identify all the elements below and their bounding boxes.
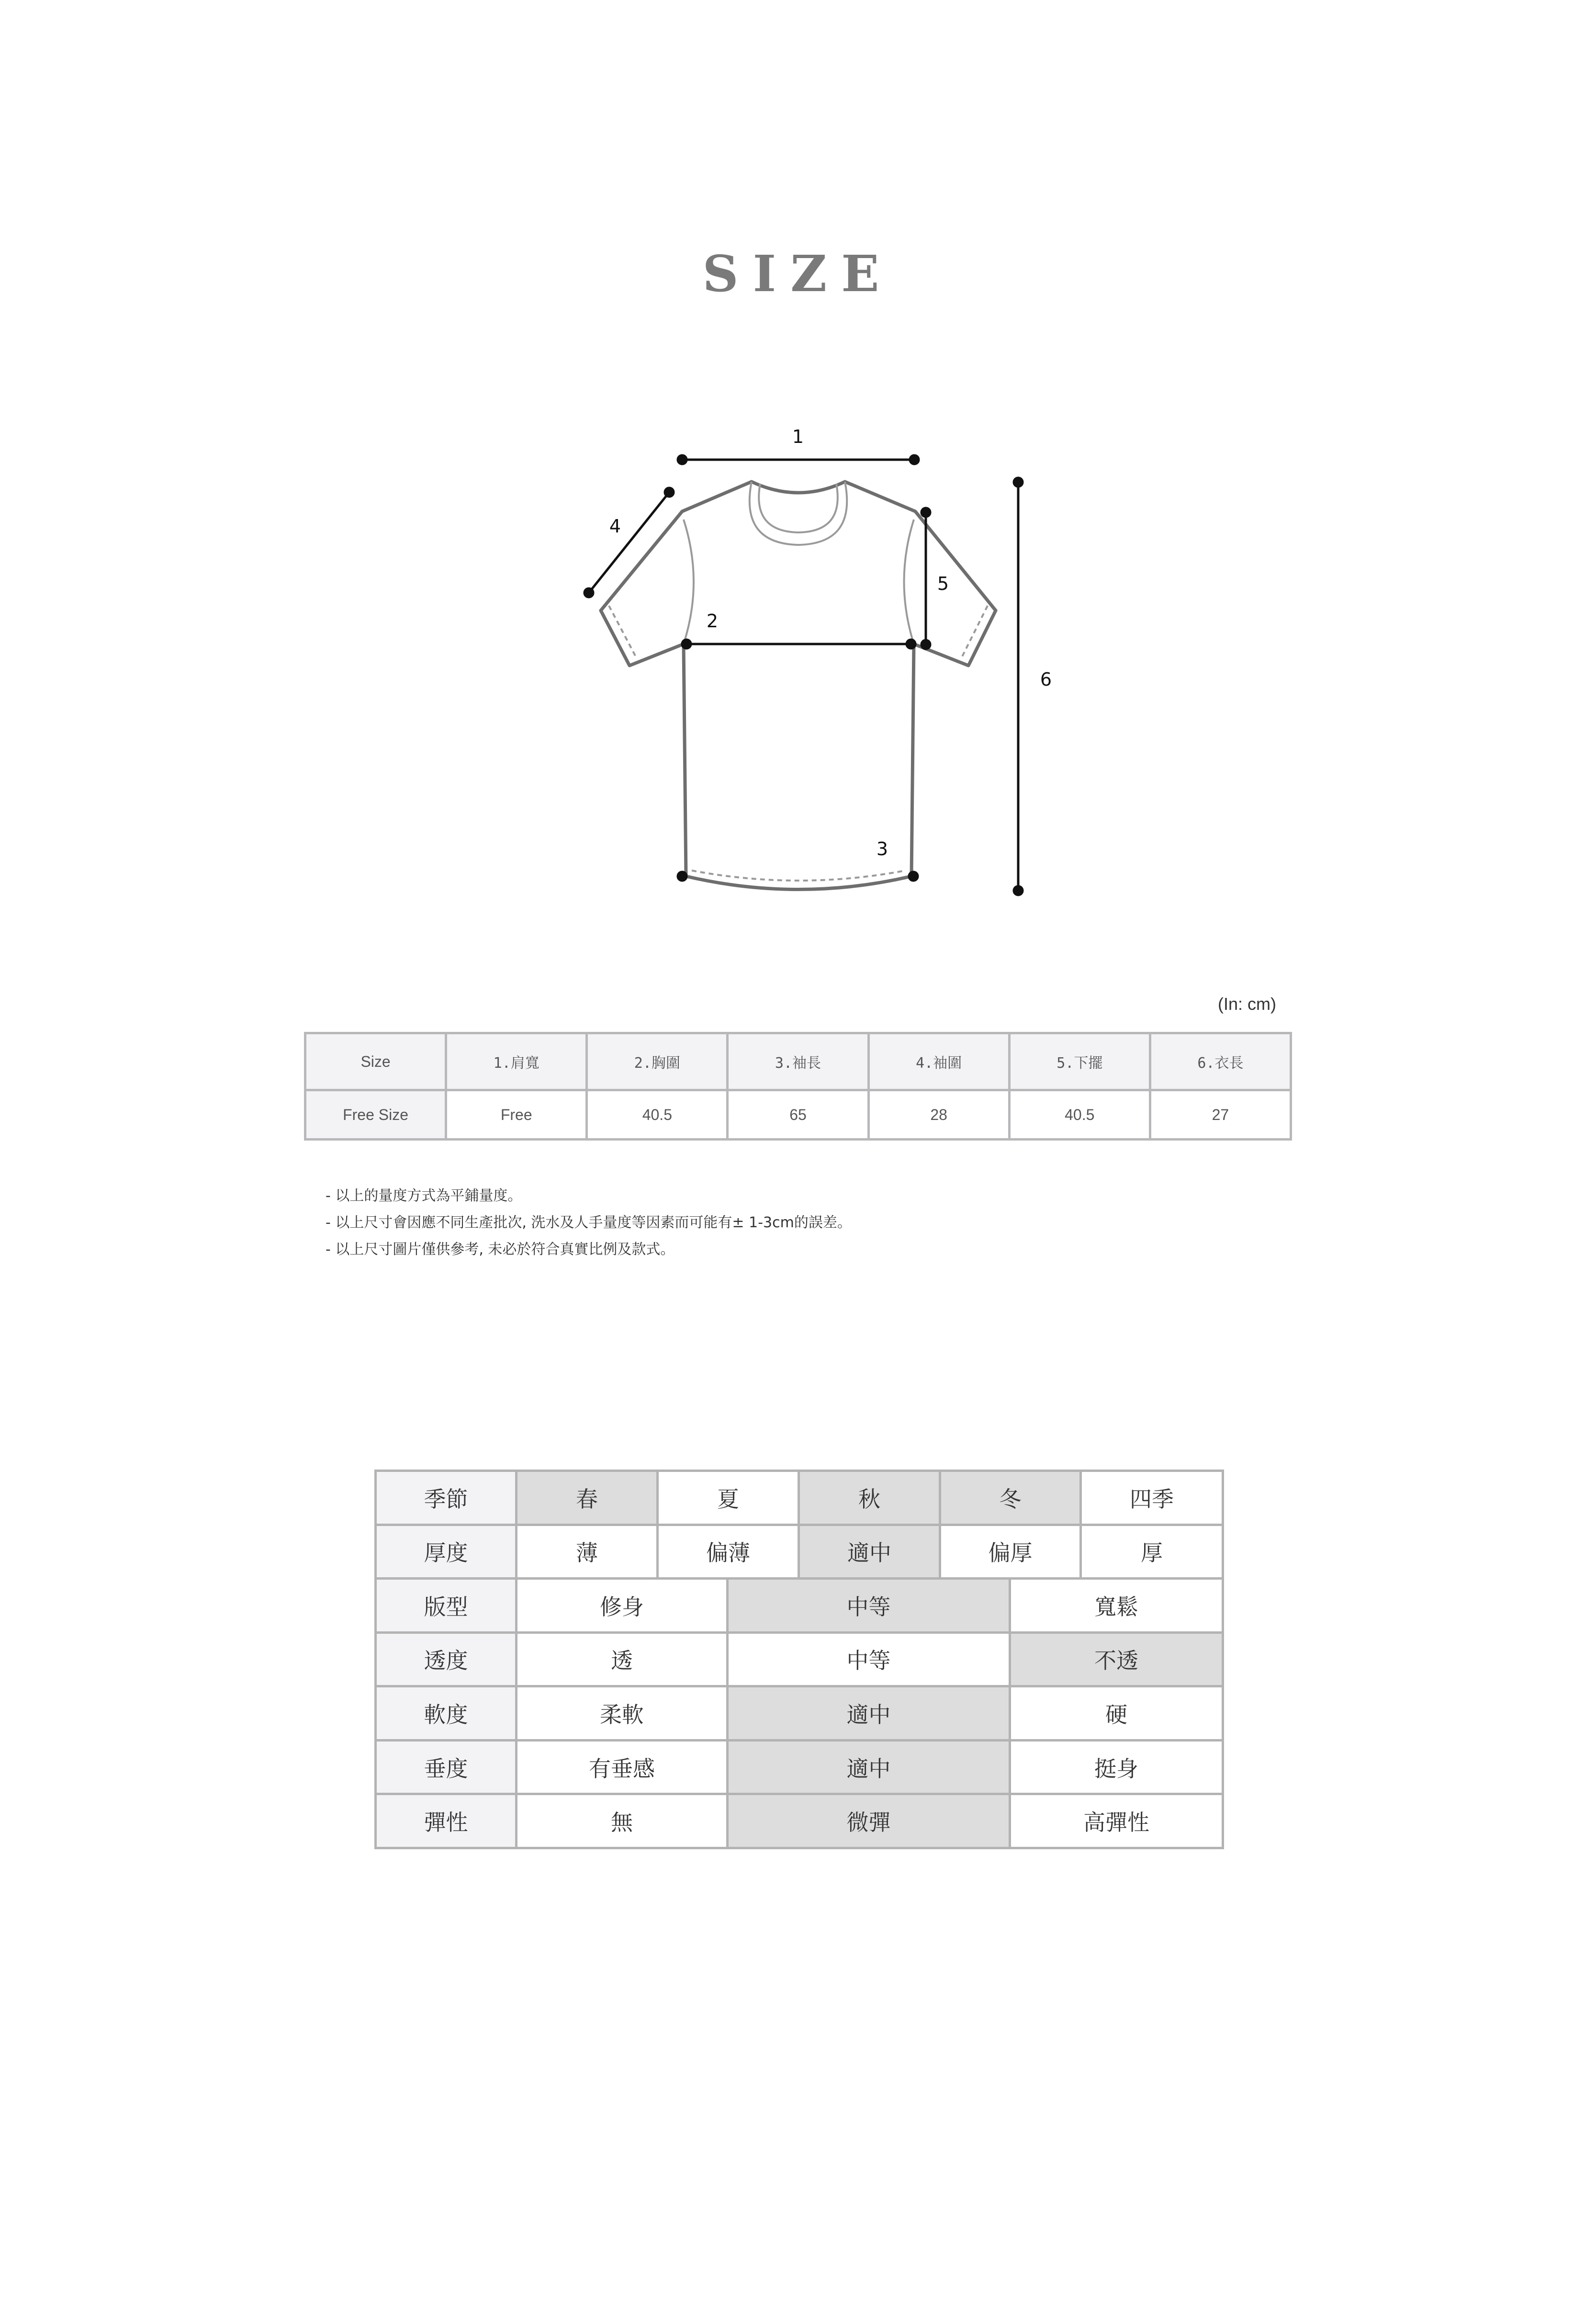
row-season xyxy=(376,1471,1223,1525)
fabric-properties-table xyxy=(374,1470,1224,1849)
value-sleeve-width: 28 xyxy=(868,1090,1009,1140)
tshirt-outline xyxy=(601,482,996,890)
note-3: - 以上尺寸圖片僅供參考, 未必於符合真實比例及款式。 xyxy=(326,1241,675,1258)
value-length: 27 xyxy=(1150,1090,1291,1140)
value-chest: 40.5 xyxy=(587,1090,728,1140)
size-table-header-row xyxy=(305,1033,1291,1090)
drape-structured: 挺身 xyxy=(1010,1740,1223,1794)
row-label-free-size: Free Size xyxy=(305,1090,446,1140)
unit-label: (In: cm) xyxy=(1218,994,1276,1014)
label-2: 2 xyxy=(706,611,719,632)
label-5: 5 xyxy=(937,573,949,594)
tshirt-inner-lines xyxy=(609,482,988,881)
note-1: - 以上的量度方式為平鋪量度。 xyxy=(326,1187,522,1204)
header-hem: 5.下擺 xyxy=(1009,1033,1150,1090)
elasticity-high: 高彈性 xyxy=(1010,1794,1223,1848)
page-title: SIZE xyxy=(702,244,894,303)
thickness-medium: 適中 xyxy=(799,1525,940,1579)
label-4: 4 xyxy=(609,516,621,537)
season-winter: 冬 xyxy=(940,1471,1081,1525)
season-summer: 夏 xyxy=(658,1471,799,1525)
fit-loose: 寬鬆 xyxy=(1010,1579,1223,1633)
value-hem: 40.5 xyxy=(1009,1090,1150,1140)
label-6: 6 xyxy=(1040,669,1052,690)
row-softness xyxy=(376,1686,1223,1741)
drape-flowy: 有垂感 xyxy=(517,1740,728,1794)
label-thickness: 厚度 xyxy=(376,1525,517,1579)
drape-medium: 適中 xyxy=(728,1740,1010,1794)
label-drape: 垂度 xyxy=(376,1740,517,1794)
thickness-slightly-thin: 偏薄 xyxy=(658,1525,799,1579)
value-sleeve-length: 65 xyxy=(728,1090,868,1140)
label-sheerness: 透度 xyxy=(376,1632,517,1686)
fit-slim: 修身 xyxy=(517,1579,728,1633)
header-size: Size xyxy=(305,1033,446,1090)
header-length: 6.衣長 xyxy=(1150,1033,1291,1090)
thickness-thin: 薄 xyxy=(517,1525,658,1579)
sheerness-medium: 中等 xyxy=(728,1632,1010,1686)
sheerness-sheer: 透 xyxy=(517,1632,728,1686)
value-shoulder: Free xyxy=(446,1090,587,1140)
header-sleeve-length: 3.袖長 xyxy=(728,1033,868,1090)
header-chest: 2.胸圍 xyxy=(587,1033,728,1090)
row-sheerness xyxy=(376,1632,1223,1686)
note-2: - 以上尺寸會因應不同生產批次, 洗水及人手量度等因素而可能有± 1-3cm的誤差。 xyxy=(326,1214,852,1231)
fit-regular: 中等 xyxy=(728,1579,1010,1633)
elasticity-slight: 微彈 xyxy=(728,1794,1010,1848)
label-softness: 軟度 xyxy=(376,1686,517,1741)
thickness-thick: 厚 xyxy=(1081,1525,1223,1579)
label-3: 3 xyxy=(876,838,888,859)
row-thickness xyxy=(376,1525,1223,1579)
measurement-notes xyxy=(326,1183,852,1263)
label-1: 1 xyxy=(792,426,804,447)
measurement-lines xyxy=(584,455,1023,895)
row-fit xyxy=(376,1579,1223,1633)
row-elasticity xyxy=(376,1794,1223,1848)
sheerness-opaque: 不透 xyxy=(1010,1632,1223,1686)
label-fit: 版型 xyxy=(376,1579,517,1633)
header-sleeve-width: 4.袖圍 xyxy=(868,1033,1009,1090)
tshirt-measurement-diagram xyxy=(565,412,1082,910)
label-season: 季節 xyxy=(376,1471,517,1525)
size-table xyxy=(304,1032,1292,1141)
row-drape xyxy=(376,1740,1223,1794)
season-autumn: 秋 xyxy=(799,1471,940,1525)
softness-soft: 柔軟 xyxy=(517,1686,728,1741)
size-table-row xyxy=(305,1090,1291,1140)
softness-medium: 適中 xyxy=(728,1686,1010,1741)
header-shoulder: 1.肩寬 xyxy=(446,1033,587,1090)
thickness-slightly-thick: 偏厚 xyxy=(940,1525,1081,1579)
label-elasticity: 彈性 xyxy=(376,1794,517,1848)
season-spring: 春 xyxy=(517,1471,658,1525)
elasticity-none: 無 xyxy=(517,1794,728,1848)
season-all: 四季 xyxy=(1081,1471,1223,1525)
softness-hard: 硬 xyxy=(1010,1686,1223,1741)
